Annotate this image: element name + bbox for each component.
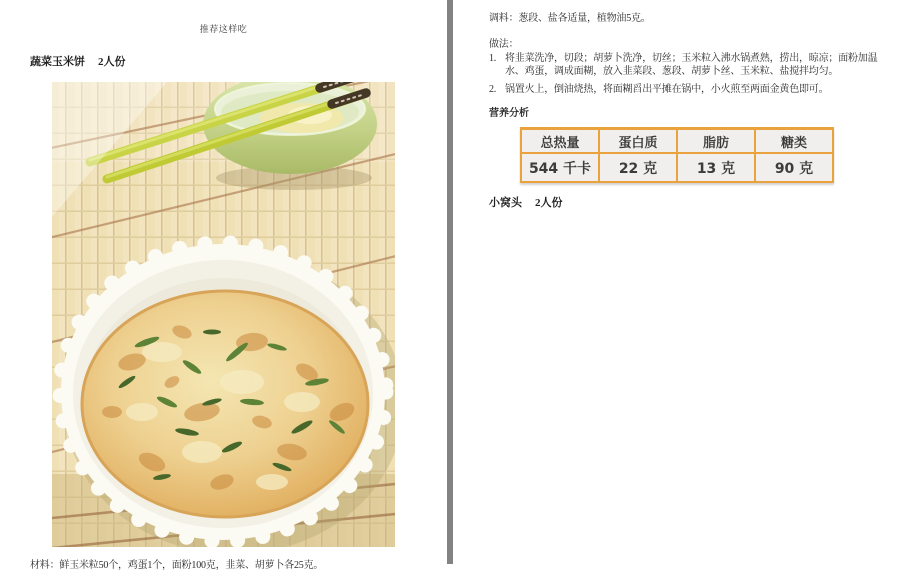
nutrition-value: 13 克 <box>677 153 755 182</box>
step-text: 锅置火上，倒油烧热，将面糊舀出平摊在锅中，小火煎至两面金黄色即可。 <box>505 84 829 95</box>
nutrition-value: 90 克 <box>755 153 833 182</box>
nutrition-col-header: 蛋白质 <box>599 129 677 154</box>
nutrition-header-row <box>521 129 833 154</box>
nutrition-value: 544 千卡 <box>521 153 599 182</box>
method-label: 做法： <box>489 39 519 50</box>
recipe-title <box>30 53 126 69</box>
nutrition-col-header: 脂肪 <box>677 129 755 154</box>
step-number: 1. <box>489 53 497 64</box>
seasoning-text: 调料：葱段、盐各适量，植物油5克。 <box>489 13 651 24</box>
next-recipe-title-text: 小窝头 <box>489 197 522 209</box>
materials-text: 材料：鲜玉米粒50个，鸡蛋1个，面粉100克，韭菜、胡萝卜各25克。 <box>30 560 324 571</box>
nutrition-heading: 营养分析 <box>489 108 529 119</box>
nutrition-col-header: 糖类 <box>755 129 833 154</box>
recipe-title-text: 蔬菜玉米饼 <box>30 56 85 68</box>
step-number: 2. <box>489 84 497 95</box>
recipe-photo-frame <box>52 82 395 547</box>
method-step-1 <box>489 53 883 79</box>
page-header-title: 推荐这样吃 <box>199 24 248 34</box>
right-page <box>453 0 899 573</box>
nutrition-value: 22 克 <box>599 153 677 182</box>
method-step-2 <box>489 84 883 97</box>
next-recipe-servings: 2人份 <box>535 197 563 209</box>
nutrition-table <box>520 127 834 183</box>
step-text: 将韭菜洗净，切段；胡萝卜洗净，切丝；玉米粒入沸水锅煮熟，捞出，晾凉；面粉加温水、鸡蛋，调成面糊，放入韭菜段、葱段、胡萝卜丝、玉米粒、盐搅拌均匀。 <box>505 53 878 77</box>
nutrition-value-row <box>521 153 833 182</box>
next-recipe-title <box>489 194 563 210</box>
recipe-photo <box>52 82 395 547</box>
recipe-servings: 2人份 <box>98 56 126 68</box>
nutrition-col-header: 总热量 <box>521 129 599 154</box>
pancake <box>82 291 368 517</box>
left-page <box>0 0 447 573</box>
